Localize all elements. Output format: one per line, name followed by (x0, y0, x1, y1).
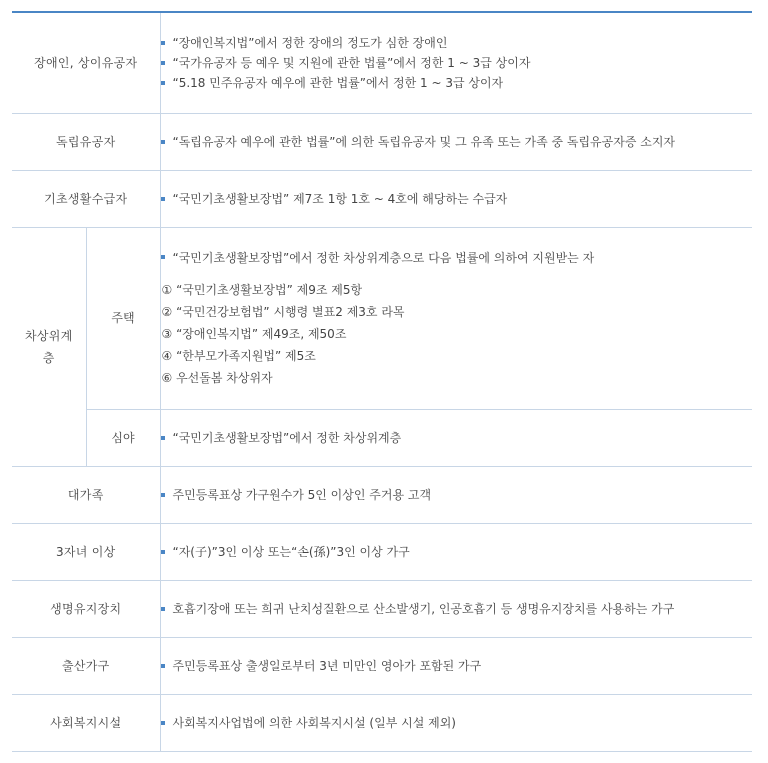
category-label: 독립유공자 (56, 134, 116, 149)
category-label: 출산가구 (61, 658, 110, 673)
list-item: “5.18 민주유공자 예우에 관한 법률”에서 정한 1 ~ 3급 상이자 (161, 73, 753, 93)
subcategory-cell (86, 227, 160, 409)
list-item: 호흡기장애 또는 희귀 난치성질환으로 산소발생기, 인공호흡기 등 생명유지장치를 사용하는 가구 (161, 599, 753, 619)
bullet-icon (161, 81, 165, 85)
category-cell (12, 694, 160, 751)
description-cell (160, 694, 752, 751)
table-row-life-support (12, 580, 752, 637)
numbered-item: ② “국민건강보험법” 시행령 별표2 제3호 라목 (161, 305, 405, 319)
eligibility-table (12, 11, 752, 752)
description-cell (160, 170, 752, 227)
list-item: “장애인복지법”에서 정한 장애의 정도가 심한 장애인 (161, 33, 753, 53)
list-item: “국민기초생활보장법”에서 정한 차상위계층으로 다음 법률에 의하여 지원받는 자 (161, 247, 753, 267)
bullet-icon (161, 197, 165, 201)
bullet-icon (161, 61, 165, 65)
bullet-icon (161, 493, 165, 497)
bullet-icon (161, 436, 165, 440)
description-cell (160, 12, 752, 113)
table-row-near-poverty-night (12, 409, 752, 466)
description-cell (160, 523, 752, 580)
list-item: “독립유공자 예우에 관한 법률”에 의한 독립유공자 및 그 유족 또는 가족 중 독립유공자증 소지자 (161, 132, 753, 152)
category-label: 장애인, 상이유공자 (34, 55, 138, 70)
category-label: 기초생활수급자 (44, 191, 128, 206)
list-item: “국가유공자 등 예우 및 지원에 관한 법률”에서 정한 1 ~ 3급 상이자 (161, 53, 753, 73)
description-cell (160, 580, 752, 637)
description-cell (160, 113, 752, 170)
bullet-icon (161, 41, 165, 45)
description-cell (160, 637, 752, 694)
category-label-continued: 층 (42, 350, 55, 365)
bullet-icon (161, 664, 165, 668)
subcategory-label: 주택 (111, 311, 135, 325)
category-label: 사회복지시설 (50, 715, 122, 730)
table-row-near-poverty-residential (12, 227, 752, 409)
description-cell (160, 466, 752, 523)
bullet-icon (161, 721, 165, 725)
numbered-item: ⑥ 우선돌봄 차상위자 (161, 371, 273, 385)
bullet-icon (161, 607, 165, 611)
bullet-icon (161, 550, 165, 554)
category-cell (12, 580, 160, 637)
table-row-large-family (12, 466, 752, 523)
category-label: 대가족 (67, 487, 104, 502)
category-cell (12, 12, 160, 113)
bullet-icon (161, 255, 165, 259)
list-item: “국민기초생활보장법”에서 정한 차상위계층 (161, 428, 753, 448)
numbered-item: ③ “장애인복지법” 제49조, 제50조 (161, 327, 347, 341)
table-row-independence (12, 113, 752, 170)
list-item: 주민등록표상 출생일로부터 3년 미만인 영아가 포함된 가구 (161, 656, 753, 676)
category-cell (12, 466, 160, 523)
list-item: “자(子)”3인 이상 또는“손(孫)”3인 이상 가구 (161, 542, 753, 562)
category-cell (12, 113, 160, 170)
list-item: “국민기초생활보장법” 제7조 1항 1호 ~ 4호에 해당하는 수급자 (161, 189, 753, 209)
numbered-item: ④ “한부모가족지원법” 제5조 (161, 349, 316, 363)
category-cell (12, 637, 160, 694)
category-cell (12, 227, 86, 466)
description-cell (160, 227, 752, 409)
category-label: 생명유지장치 (50, 601, 122, 616)
table-row-welfare-facility (12, 694, 752, 751)
table-row-basic-living (12, 170, 752, 227)
list-item: 사회복지사업법에 의한 사회복지시설 (일부 시설 제외) (161, 713, 753, 733)
bullet-icon (161, 140, 165, 144)
table-row-disabled (12, 12, 752, 113)
category-label: 3자녀 이상 (55, 544, 116, 559)
list-item: 주민등록표상 가구원수가 5인 이상인 주거용 고객 (161, 485, 753, 505)
category-cell (12, 170, 160, 227)
table-row-birth (12, 637, 752, 694)
category-cell (12, 523, 160, 580)
subcategory-cell (86, 409, 160, 466)
numbered-item: ① “국민기초생활보장법” 제9조 제5항 (161, 283, 363, 297)
subcategory-label: 심야 (111, 430, 135, 445)
table-row-three-children (12, 523, 752, 580)
description-cell (160, 409, 752, 466)
category-label: 차상위계 (24, 328, 73, 343)
